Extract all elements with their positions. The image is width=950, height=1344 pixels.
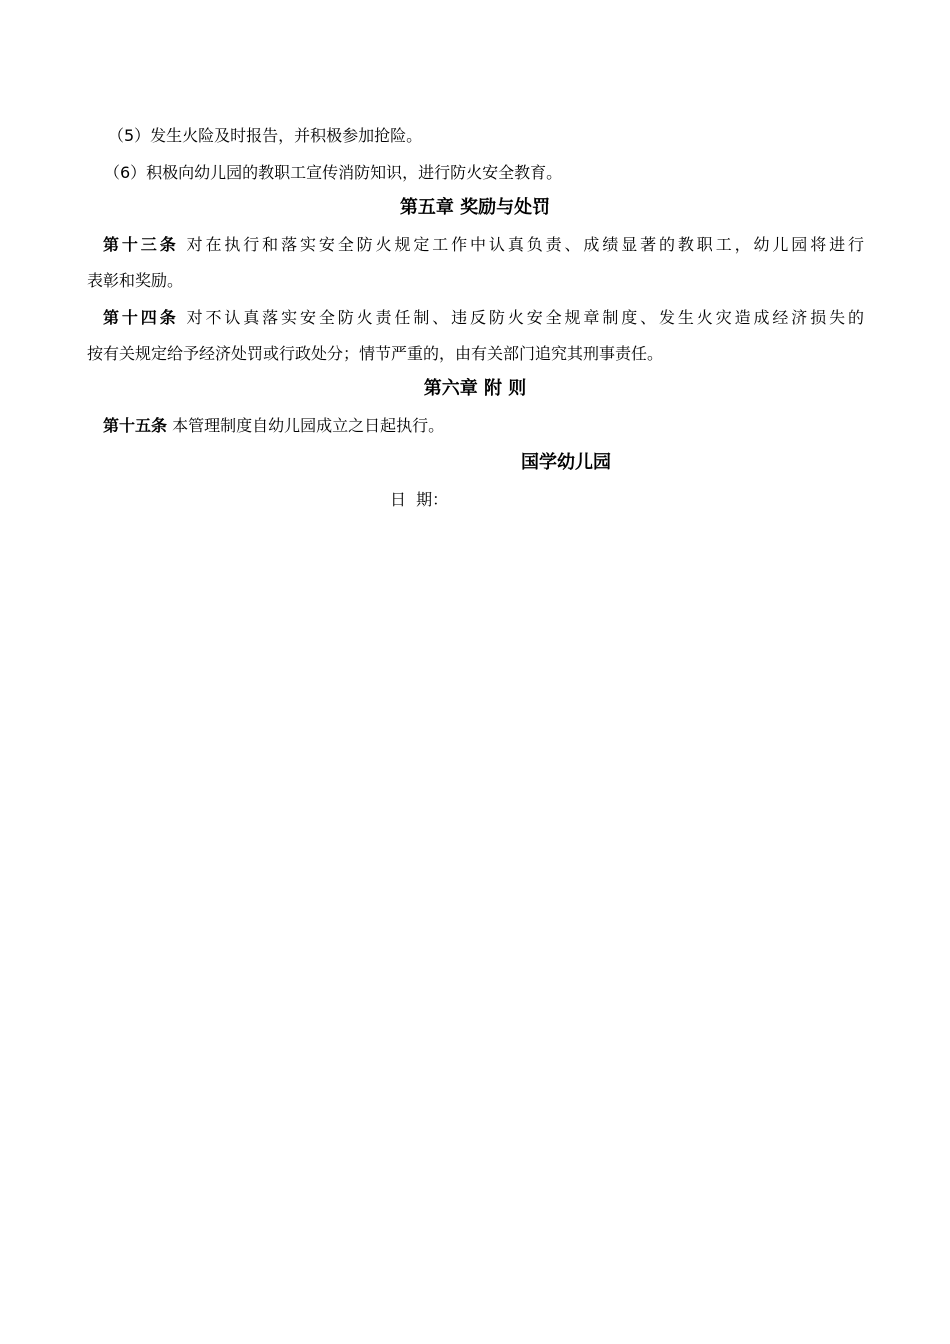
clause-item-5: （5）发生火险及时报告，并积极参加抢险。: [108, 126, 423, 145]
article-13-text: 对在执行和落实安全防火规定工作中认真负责、成绩显著的教职工，幼儿园将进行: [178, 235, 864, 254]
article-14-line-2: 按有关规定给予经济处罚或行政处分；情节严重的，由有关部门追究其刑事责任。: [87, 344, 664, 363]
article-14-text: 对不认真落实安全防火责任制、违反防火安全规章制度、发生火灾造成经济损失的: [178, 308, 864, 327]
clause-item-6: （6）积极向幼儿园的教职工宣传消防知识，进行防火安全教育。: [104, 163, 563, 182]
organization-name: 国学幼儿园: [521, 452, 611, 473]
article-13-line-2: 表彰和奖励。: [87, 271, 184, 290]
article-13-line-1: [103, 234, 864, 256]
article-14-line-1: [103, 307, 864, 329]
date-label: 日 期：: [390, 490, 449, 509]
article-15: [103, 415, 444, 437]
article-15-text: 本管理制度自幼儿园成立之日起执行。: [167, 416, 445, 435]
article-14-label: 第十四条: [103, 308, 179, 327]
article-15-label: 第十五条: [103, 416, 168, 435]
chapter-5-title: 第五章 奖励与处罚: [399, 197, 551, 218]
chapter-6-title: 第六章 附 则: [423, 378, 527, 399]
article-13-label: 第十三条: [103, 235, 179, 254]
